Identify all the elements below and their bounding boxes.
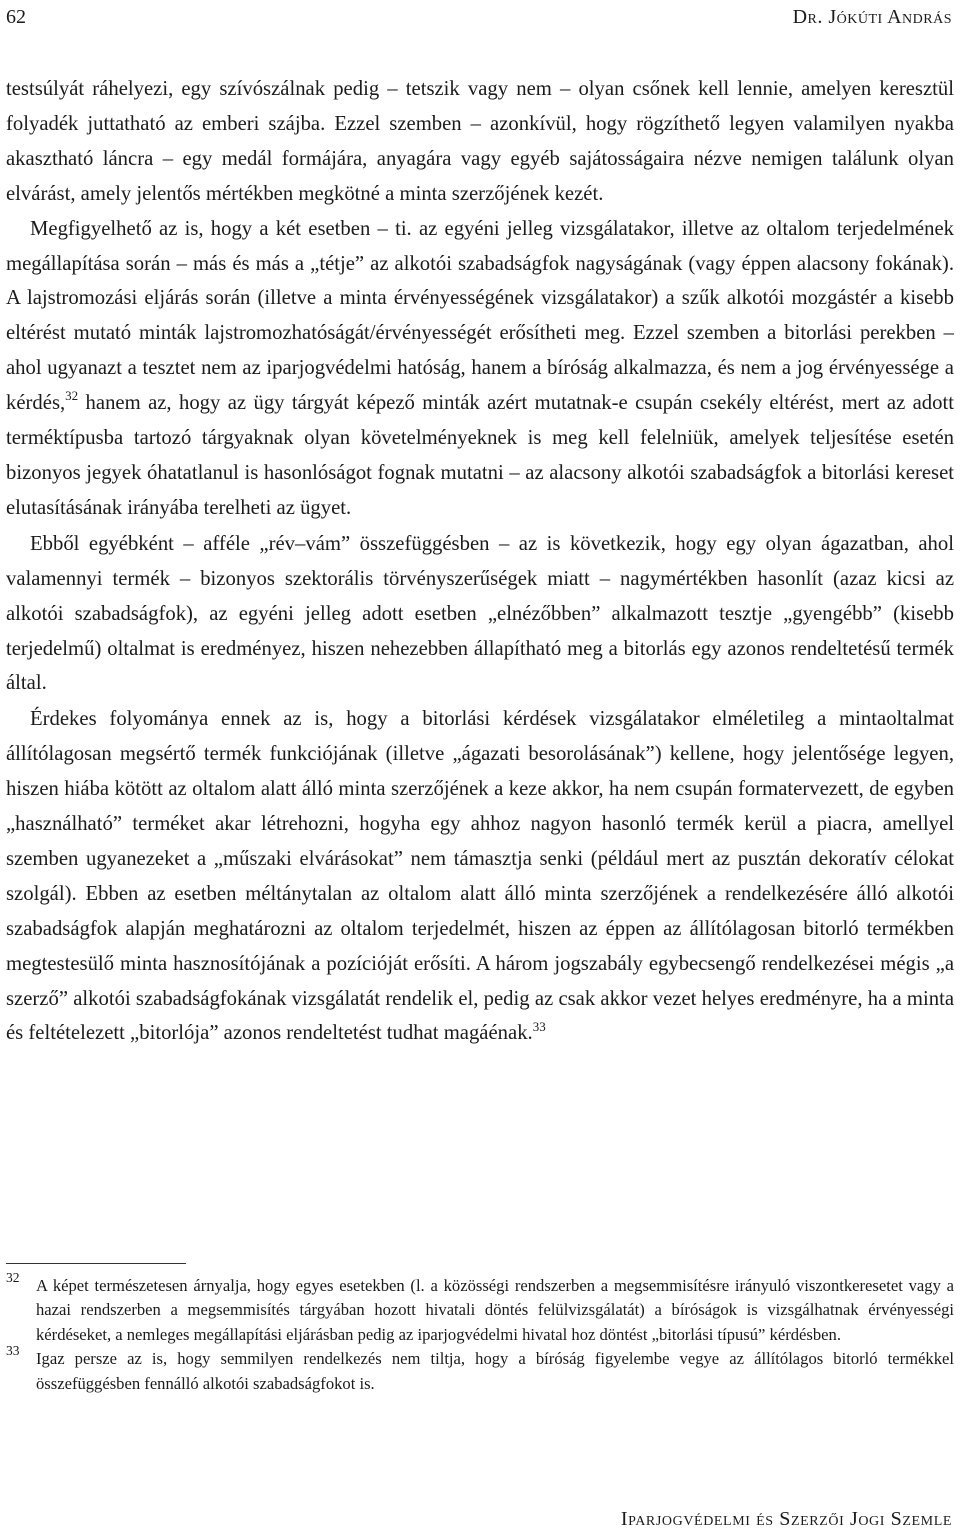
page-header [0,0,960,36]
footnote-32 [6,1270,954,1347]
body-text [6,72,954,1051]
footnote-text: A képet természetesen árnyalja, hogy egyes esetekben (l. a közösségi rendszerben a megsemmisítésre irányuló viszontkeresetet vagy a hazai rendszerben a megsemmisítés tárgyában hozott hivatali döntés felülvizsgálatát) a bíróságok is vizsgálhatnak érvényességi kérdéseket, a nemleges megállapítási eljárásban pedig az iparjogvédelmi hivatal hoz döntést „bitorlási típusú” kérdésben. [36,1276,954,1344]
paragraph-3: Ebből egyébként – afféle „rév–vám” összefüggésben – az is következik, hogy egy olyan ágazatban, ahol valamennyi termék – bizonyos szektorális törvényszerűségek miatt – nagymértékben hasonlít (azaz kicsi az alkotói szabadságfok), az egyéni jelleg adott esetben „elnézőbben” alkalmazott tesztje „gyengébb” (kisebb terjedelmű) oltalmat is eredményez, hiszen nehezebben állapítható meg a bitorlás egy azonos rendeltetésű termék által. [6,532,954,695]
paragraph-4-text: Érdekes folyománya ennek az is, hogy a bitorlási kérdések vizsgálatakor elméletileg a mintaoltalmat állítólagosan megsértő termék funkciójának (illetve „ágazati besorolásának”) kellene, hogy jelentősége legyen, hiszen hiába kötött az oltalom alatt álló minta szerzőjének a keze akkor, ha nem csupán formatervezett, de egyben „használható” terméket akar létrehozni, hogyha egy ahhoz nagyon hasonló termék kerül a piacra, amellyel szemben ugyanezeket a „műszaki elvárásokat” nem támasztja senki (például mert az pusztán dekoratív célokat szolgál). Ebben az esetben méltánytalan az oltalom alatt álló minta szerzőjének a rendelkezésére álló alkotói szabadságfok alapján meghatározni az oltalom terjedelmét, hiszen az éppen az állítólagosan bitorló termékben megtestesülő minta hasznosítójának a pozícióját erősíti. A három jogszabály egybecsengő rendelkezései mégis „a szerző” alkotói szabadságfokának vizsgálatát rendelik el, pedig az csak akkor vezet helyes eredményre, ha a minta és feltételezett „bitorlója” azonos rendeltetést tudhat magáénak. [6,708,954,1045]
journal-footer: Iparjogvédelmi és Szerzői Jogi Szemle [620,1508,952,1530]
footnote-ref-32[interactable]: 32 [65,388,79,404]
footnotes [6,1270,954,1396]
paragraph-1: testsúlyát ráhelyezi, egy szívószálnak pedig – tetszik vagy nem – olyan csőnek kell lennie, amelyen keresztül folyadék juttatható az emberi szájba. Ezzel szemben – azonkívül, hogy rögzíthető legyen valamilyen nyakba akasztható láncra – egy medál formájára, anyagára vagy egyéb sajátosságaira nézve nemigen találunk olyan elvárást, amely jelentős mértékben megkötné a minta szerzőjének kezét. [6,78,954,205]
footnote-ref-33[interactable]: 33 [532,1018,546,1034]
footnote-divider [6,1263,186,1264]
paragraph-2-text-a: Megfigyelhető az is, hogy a két esetben – ti. az egyéni jelleg vizsgálatakor, illetve az oltalom terjedelmének megállapítása során – más és más a „tétje” az alkotói szabadságfok nagyságának (vagy éppen alacsony fokának). A lajstromozási eljárás során (illetve a minta érvényességének vizsgálatakor) a szűk alkotói mozgástér a kisebb eltérést mutató minták lajstromozhatóságát/érvényességét erősítheti meg. Ezzel szemben a bitorlási perekben – ahol ugyanazt a tesztet nem az iparjogvédelmi hatóság, hanem a bíróság alkalmazza, és nem a jog érvényessége a kérdés, [6,217,954,415]
paragraph-2 [6,212,954,526]
footnote-mark: 33 [6,1343,20,1359]
page-number: 62 [6,6,26,28]
running-head-author: Dr. Jókúti András [792,6,952,28]
paragraph-2-text-b: hanem az, hogy az ügy tárgyát képező minták azért mutatnak-e csupán csekély eltérést, mert az adott terméktípusba tartozó tárgyaknak olyan követelményeknek is meg kell felelniük, amelyek teljesítése esetén bizonyos jegyek óhatatlanul is hasonlóságot fognak mutatni – az alacsony alkotói szabadságfok a bitorlási kereset elutasításának irányába terelheti az ügyet. [6,392,954,519]
paragraph-4 [6,702,954,1051]
footnote-mark: 32 [6,1270,20,1285]
footnote-text: Igaz persze az is, hogy semmilyen rendelkezés nem tiltja, hogy a bíróság figyelembe vegye az állítólagos bitorló termékkel összefüggésben fennálló alkotói szabadságfokot is. [36,1349,954,1393]
footnote-33 [6,1343,954,1396]
